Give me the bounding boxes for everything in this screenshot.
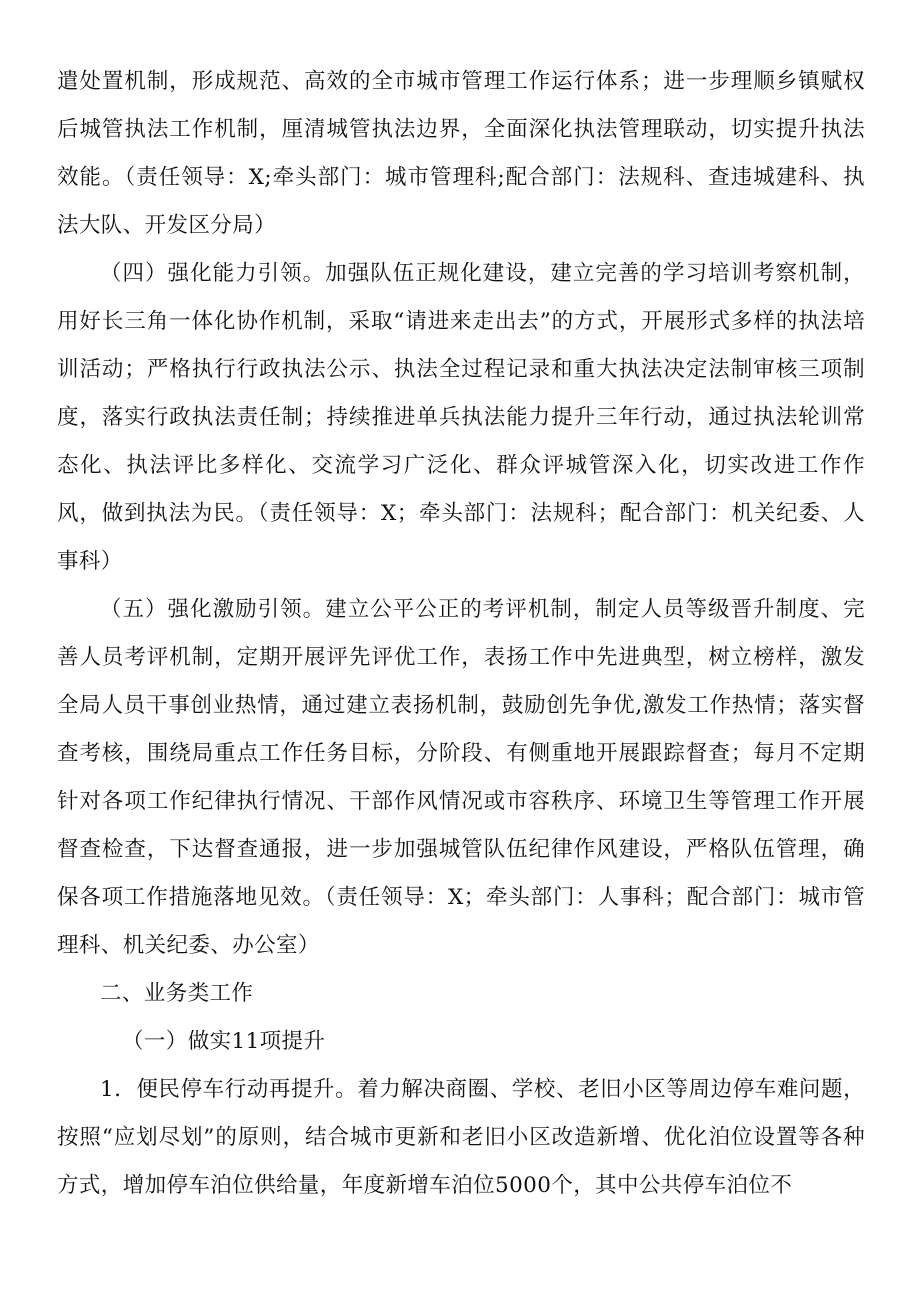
section-heading-business-work: 二、业务类工作 xyxy=(100,981,254,1006)
paragraph-parking-improvement: 1．便民停车行动再提升。着力解决商圈、学校、老旧小区等周边停车难问题，按照“应划尽划”的原则，结合城市更新和老旧小区改造新增、优化泊位设置等各种方式，增加停车泊位供给量，年度新增车泊位5000个，其中公共停车泊位不 xyxy=(57,1077,865,1198)
subsection-heading-eleven-improvements: （一）做实11项提升 xyxy=(122,1029,326,1054)
paragraph-continuation: 遣处置机制，形成规范、高效的全市城市管理工作运行体系；进一步理顺乡镇赋权后城管执法工作机制，厘清城管执法边界，全面深化执法管理联动，切实提升执法效能。（责任领导：X;牵头部门：城市管理科;配合部门：法规科、查违城建科、执法大队、开发区分局） xyxy=(57,69,865,238)
paragraph-incentive-leadership: （五）强化激励引领。建立公平公正的考评机制，制定人员等级晋升制度、完善人员考评机制，定期开展评先评优工作，表扬工作中先进典型，树立榜样，激发全局人员干事创业热情，通过建立表扬机制，鼓励创先争优,激发工作热情；落实督查考核，围绕局重点工作任务目标，分阶段、有侧重地开展跟踪督查；每月不定期针对各项工作纪律执行情况、干部作风情况或市容秩序、环境卫生等管理工作开展督查检查，下达督查通报，进一步加强城管队伍纪律作风建设，严格队伍管理，确保各项工作措施落地见效。（责任领导：X；牵头部门：人事科；配合部门：城市管理科、机关纪委、办公室） xyxy=(57,597,865,958)
paragraph-capability-leadership: （四）强化能力引领。加强队伍正规化建设，建立完善的学习培训考察机制，用好长三角一体化协作机制，采取“请进来走出去”的方式，开展形式多样的执法培训活动；严格执行行政执法公示、执法全过程记录和重大执法决定法制审核三项制度，落实行政执法责任制；持续推进单兵执法能力提升三年行动，通过执法轮训常态化、执法评比多样化、交流学习广泛化、群众评城管深入化，切实改进工作作风，做到执法为民。（责任领导：X；牵头部门：法规科；配合部门：机关纪委、人事科） xyxy=(57,261,865,574)
document-body xyxy=(57,58,865,1210)
